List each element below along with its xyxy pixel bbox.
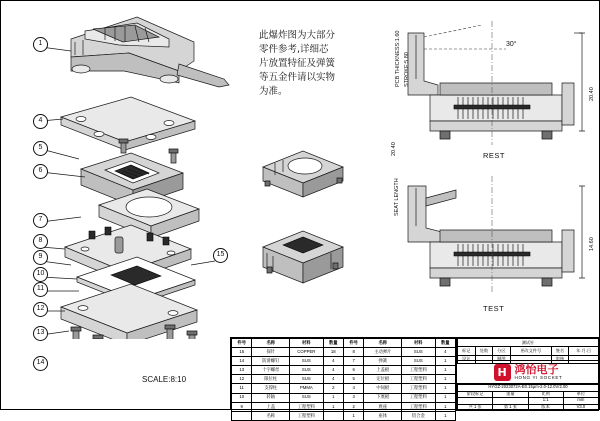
seat-length-label: SEAT LENGTH xyxy=(394,178,400,216)
company-logo-icon: H xyxy=(494,364,511,381)
bom-table xyxy=(231,338,457,418)
bom-cell: SUS xyxy=(402,357,435,366)
bom-cell: COPPER xyxy=(290,348,323,357)
exploded-assembly-view xyxy=(19,9,234,339)
bom-cell: 中间板 xyxy=(364,384,402,393)
bom-cell: 铝合金 xyxy=(402,411,435,420)
view-label-test: TEST xyxy=(483,304,505,313)
bom-cell: 15 xyxy=(232,348,252,357)
bom-cell: 1 xyxy=(323,393,343,402)
company-logo-block xyxy=(457,360,599,384)
drawing-note: 此爆炸图为大部分零件参考,详细芯片放置特征及弹簧等五金件请以实物为准。 xyxy=(259,30,336,97)
bom-cell: 2 xyxy=(343,402,363,411)
bom-cell: 1 xyxy=(343,411,363,420)
bom-row xyxy=(232,393,456,402)
balloon-10[interactable]: 10 xyxy=(33,267,48,282)
rest-height-dim: 20.40 xyxy=(589,87,595,101)
bom-cell: 1 xyxy=(435,384,455,393)
bom-cell: 2 xyxy=(323,384,343,393)
section-view-test xyxy=(386,176,591,301)
bom-cell: 1 xyxy=(435,402,455,411)
bom-cell: 工程塑料 xyxy=(402,375,435,384)
balloon-14[interactable]: 14 xyxy=(33,356,48,371)
bom-cell: SUS xyxy=(290,366,323,375)
bom-row xyxy=(232,348,456,357)
bom-header-row xyxy=(232,339,456,348)
bom-cell: 4 xyxy=(435,348,455,357)
bom-cell: 工程塑料 xyxy=(290,402,323,411)
bom-row xyxy=(232,411,456,420)
approval-cell: 制图 xyxy=(493,355,511,363)
bom-cell: 9 xyxy=(232,402,252,411)
bom-header-cell: 材料 xyxy=(290,339,323,348)
mark-header-cell: 处数 xyxy=(475,347,493,355)
balloon-9[interactable]: 9 xyxy=(33,250,48,265)
version-value: V3.0 xyxy=(563,404,598,411)
bom-cell: 上盖板 xyxy=(364,366,402,375)
bom-cell: 上盖 xyxy=(252,402,290,411)
balloon-11[interactable]: 11 xyxy=(33,282,48,297)
bom-header-cell: 数量 xyxy=(323,339,343,348)
part-lever-assembly xyxy=(71,17,229,87)
scale-header: 比例 xyxy=(528,391,563,398)
bom-row xyxy=(232,357,456,366)
bom-cell: 转轴 xyxy=(252,393,290,402)
bom-cell: 工程塑料 xyxy=(402,366,435,375)
test-height-dim: 14.60 xyxy=(589,237,595,251)
bom-cell: 12 xyxy=(232,375,252,384)
bom-cell: SUS xyxy=(290,357,323,366)
mark-header-cell: 分区 xyxy=(493,347,511,355)
balloon-15[interactable]: 15 xyxy=(213,248,228,263)
scale-label: SCALE:8:10 xyxy=(142,375,187,384)
stage-header: 阶段标记 xyxy=(458,391,493,398)
bom-cell: 4 xyxy=(323,366,343,375)
weight-header: 重量 xyxy=(493,391,528,398)
bom-cell: 工程塑料 xyxy=(402,384,435,393)
unit-header: 单位 xyxy=(563,391,598,398)
bom-row xyxy=(232,375,456,384)
title-block xyxy=(230,337,599,418)
approval-cell: 审核 xyxy=(551,355,569,363)
bom-cell: 防滑螺钉 xyxy=(252,357,290,366)
balloon-13[interactable]: 13 xyxy=(33,326,48,341)
bom-header-cell: 件号 xyxy=(343,339,363,348)
rest-angle-dim: 30° xyxy=(506,41,517,48)
bom-cell: 4 xyxy=(323,375,343,384)
bom-cell: 11 xyxy=(232,384,252,393)
bom-header-cell: 数量 xyxy=(435,339,455,348)
view-label-rest: REST xyxy=(483,151,506,160)
approval-cell: 设计 xyxy=(458,355,476,363)
sheet-total: 共 1 张 xyxy=(458,404,493,411)
bom-cell: 十字螺丝 xyxy=(252,366,290,375)
bom-cell: 4 xyxy=(323,357,343,366)
mark-header-cell: 年.月.日 xyxy=(569,347,599,355)
part-base-plate xyxy=(61,284,197,339)
bom-cell: 弹簧 xyxy=(364,357,402,366)
company-name-en: HONG YI SOCKET xyxy=(514,375,563,380)
balloon-12[interactable]: 12 xyxy=(33,302,48,317)
bom-cell: 座体 xyxy=(364,411,402,420)
bom-header-cell: 材料 xyxy=(402,339,435,348)
sheet-current: 第 1 张 xyxy=(493,404,528,411)
bom-cell: 定位板 xyxy=(364,375,402,384)
bom-header-cell: 名称 xyxy=(252,339,290,348)
bom-cell: 5 xyxy=(343,375,363,384)
bom-row xyxy=(232,366,456,375)
rest-left-dim: 20.40 xyxy=(391,142,397,156)
mark-header-row xyxy=(458,347,599,355)
bom-cell: 工程塑料 xyxy=(402,402,435,411)
bom-cell: SUS xyxy=(290,375,323,384)
version-label: 版本 xyxy=(528,404,563,411)
bom-header-cell: 名称 xyxy=(364,339,402,348)
bom-cell: 1 xyxy=(435,366,455,375)
bom-cell: PMMA xyxy=(290,384,323,393)
mark-header-cell: 签名 xyxy=(551,347,569,355)
bom-cell xyxy=(232,411,252,420)
bom-cell: 3 xyxy=(343,393,363,402)
bom-cell xyxy=(323,411,343,420)
bom-cell: 14 xyxy=(232,357,252,366)
bom-cell: 6 xyxy=(343,366,363,375)
bom-cell: 1 xyxy=(435,411,455,420)
doc-number: HYGZ-2023072A-E0.15μm-2.0-12.0V/2.00 xyxy=(458,385,599,392)
mark-header-cell: 标记 xyxy=(458,347,476,355)
bom-cell: 18 xyxy=(323,348,343,357)
bom-cell: 探针 xyxy=(252,348,290,357)
balloon-4[interactable]: 4 xyxy=(33,114,48,129)
unit-value: mm xyxy=(563,398,598,405)
bom-cell: 底座 xyxy=(364,402,402,411)
mark-header-cell: 更改文件号 xyxy=(510,347,551,355)
balloon-6[interactable]: 6 xyxy=(33,164,48,179)
title-block-right xyxy=(457,338,599,411)
section-view-rest xyxy=(386,21,591,156)
bom-cell: 工程塑料 xyxy=(402,393,435,402)
bom-cell: 限位柱 xyxy=(252,375,290,384)
bom-cell: 4 xyxy=(343,384,363,393)
balloon-5[interactable]: 5 xyxy=(33,141,48,156)
balloon-8[interactable]: 8 xyxy=(33,234,48,249)
section-label-row xyxy=(458,339,599,347)
bom-cell: 工程塑料 xyxy=(290,411,323,420)
bom-cell: 名称 xyxy=(252,411,290,420)
company-name-cn: 鸿怡电子 xyxy=(514,363,559,376)
sheet-info-table xyxy=(457,384,599,411)
balloon-7[interactable]: 7 xyxy=(33,213,48,228)
bom-cell: 支撑柱 xyxy=(252,384,290,393)
bom-cell: 1 xyxy=(435,357,455,366)
scale-value: 1:1 xyxy=(528,398,563,405)
isometric-view-open xyxy=(253,223,353,291)
bom-cell: SUS xyxy=(402,348,435,357)
bom-cell: 下底板 xyxy=(364,393,402,402)
bom-cell: 1 xyxy=(435,393,455,402)
pcb-thickness-label: PCB THICKNESS:1.60 xyxy=(395,30,401,87)
bom-cell: 主动弹片 xyxy=(364,348,402,357)
bom-cell: 13 xyxy=(232,366,252,375)
bom-cell: 10 xyxy=(232,393,252,402)
bom-header-cell: 件号 xyxy=(232,339,252,348)
bom-cell: 1 xyxy=(323,402,343,411)
bom-row xyxy=(232,384,456,393)
bom-cell: SUS xyxy=(290,393,323,402)
bom-cell: 1 xyxy=(435,375,455,384)
balloon-1[interactable]: 1 xyxy=(33,37,48,52)
section-label: 测试针 xyxy=(458,339,599,347)
stroke-label: STROKE:5.80 xyxy=(404,52,410,87)
bom-cell: 8 xyxy=(343,348,363,357)
isometric-view-closed xyxy=(253,141,353,201)
bom-cell: 7 xyxy=(343,357,363,366)
